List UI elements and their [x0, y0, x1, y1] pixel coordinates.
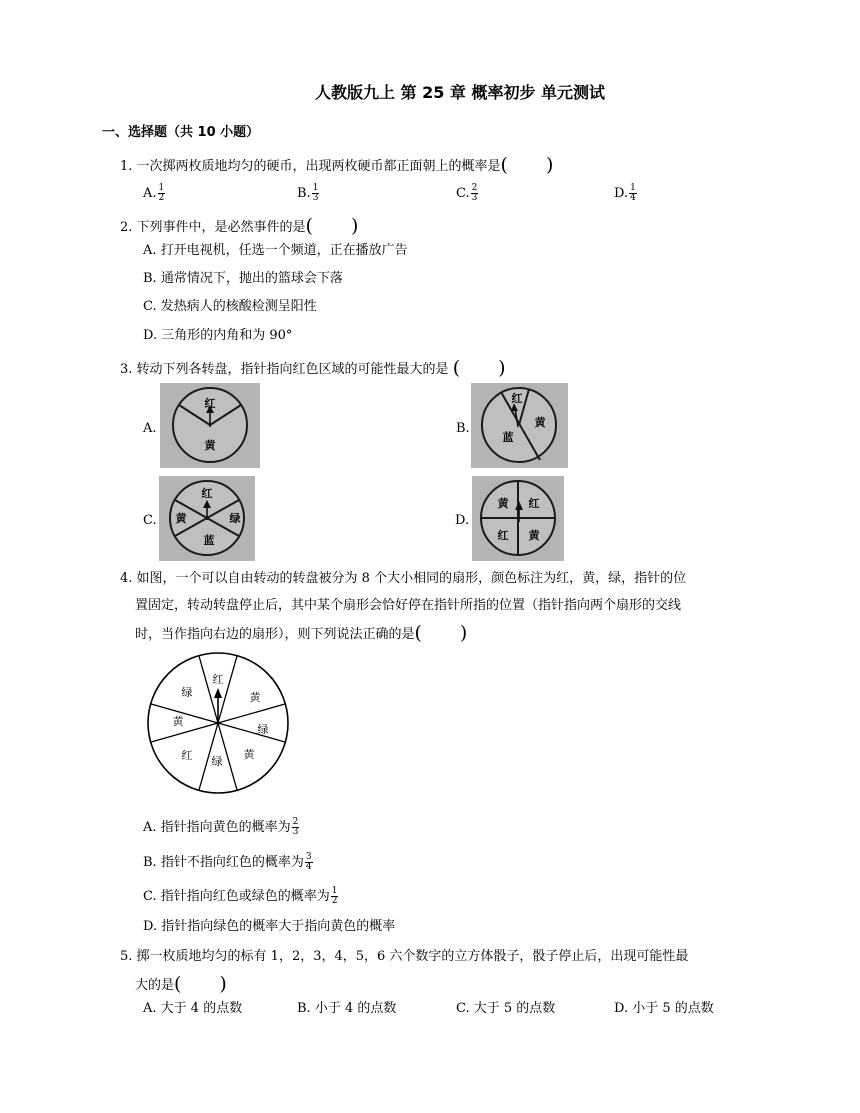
q5-option-c[interactable]: C. 大于 5 的点数 — [456, 1001, 556, 1016]
question-1-stem — [120, 155, 553, 176]
spinner-c-image — [159, 476, 255, 561]
spinner-a-image — [160, 383, 260, 468]
q3-option-b[interactable]: B. — [456, 421, 470, 436]
question-4-line-3 — [135, 623, 467, 644]
spinner-b-label-red: 红 — [511, 392, 523, 405]
fraction: $\frac{1}{2}$ — [331, 886, 338, 906]
q1-option-b[interactable] — [297, 184, 319, 203]
answer-blank: ( ) — [305, 215, 359, 237]
page-title: 人教版九上 第 25 章 概率初步 单元测试 — [314, 83, 606, 102]
wheel-sector-label: 黄 — [243, 748, 255, 761]
option-text: C. 指针指向红色或绿色的概率为 — [143, 889, 330, 904]
question-4-text: 时，当作指向右边的扇形），则下列说法正确的是 — [135, 627, 415, 642]
fraction: $\frac{1}{3}$ — [312, 183, 319, 203]
spinner-c-label-blue: 蓝 — [203, 534, 215, 547]
question-3-text: 3. 转动下列各转盘，指针指向红色区域的可能性最大的是 — [120, 362, 449, 377]
answer-blank: ( ) — [174, 973, 227, 995]
answer-blank: ( ) — [414, 622, 468, 644]
wheel-sector-label: 红 — [181, 749, 193, 762]
fraction: $\frac{1}{4}$ — [630, 183, 636, 203]
q2-option-c[interactable]: C. 发热病人的核酸检测呈阳性 — [143, 299, 317, 314]
q2-option-b[interactable]: B. 通常情况下，抛出的篮球会下落 — [143, 271, 343, 286]
spinner-c-label-yellow: 黄 — [175, 512, 187, 525]
question-3-stem — [120, 358, 506, 379]
q1-option-d[interactable] — [614, 184, 637, 203]
wheel-sector-label: 黄 — [249, 691, 261, 704]
spinner-c-label-red: 红 — [201, 487, 213, 500]
question-5-line-1: 5. 掷一枚质地均匀的标有 1，2，3，4，5，6 六个数字的立方体骰子，骰子停止后，出现可能性最 — [120, 949, 689, 964]
q4-option-c[interactable] — [143, 887, 338, 906]
question-4-line-1: 4. 如图，一个可以自由转动的转盘被分为 8 个大小相同的扇形，颜色标注为红，黄，绿，指针的位 — [120, 571, 687, 586]
option-text: A. 指针指向黄色的概率为 — [143, 820, 291, 835]
q3-option-c[interactable]: C. — [143, 513, 157, 528]
q4-option-d[interactable]: D. 指针指向绿色的概率大于指向黄色的概率 — [143, 919, 396, 934]
q5-option-d[interactable]: D. 小于 5 的点数 — [614, 1001, 714, 1016]
question-4-line-2: 置固定，转动转盘停止后，其中某个扇形会恰好停在指针所指的位置（指针指向两个扇形的交线 — [135, 598, 682, 613]
eight-sector-wheel — [145, 650, 291, 796]
spinner-c-label-green: 绿 — [229, 512, 241, 525]
spinner-d-label-tl: 黄 — [497, 497, 509, 510]
option-label: C. — [456, 186, 470, 201]
wheel-sector-label: 红 — [212, 673, 224, 686]
question-2-stem — [120, 216, 358, 237]
q5-option-a[interactable]: A. 大于 4 的点数 — [143, 1001, 243, 1016]
wheel-sector-label: 绿 — [211, 755, 223, 768]
fraction: $\frac{3}{4}$ — [305, 852, 312, 872]
q1-option-a[interactable] — [143, 184, 165, 203]
spinner-d-label-bl: 红 — [497, 529, 509, 542]
spinner-a-label-red: 红 — [204, 397, 216, 410]
option-text: B. 指针不指向红色的概率为 — [143, 855, 304, 870]
q3-option-a[interactable]: A. — [143, 421, 157, 436]
fraction: $\frac{2}{3}$ — [292, 817, 299, 837]
wheel-sector-label: 黄 — [172, 715, 184, 728]
section-heading: 一、选择题（共 10 小题） — [102, 125, 260, 140]
spinner-b-label-yellow: 黄 — [534, 416, 546, 429]
option-label: B. — [297, 186, 311, 201]
spinner-d-label-tr: 红 — [528, 497, 540, 510]
question-1-text: 1. 一次掷两枚质地均匀的硬币，出现两枚硬币都正面朝上的概率是 — [120, 159, 501, 174]
q2-option-a[interactable]: A. 打开电视机，任选一个频道，正在播放广告 — [143, 243, 408, 258]
option-label: D. — [614, 186, 629, 201]
q1-option-c[interactable] — [456, 184, 478, 203]
q4-option-a[interactable] — [143, 818, 299, 837]
question-2-text: 2. 下列事件中，是必然事件的是 — [120, 220, 306, 235]
q2-option-d[interactable]: D. 三角形的内角和为 90° — [143, 328, 293, 343]
wheel-sector-label: 绿 — [257, 723, 269, 736]
question-5-text: 大的是 — [135, 978, 175, 993]
answer-blank: ( ) — [452, 357, 506, 379]
spinner-b-label-blue: 蓝 — [502, 431, 514, 444]
answer-blank: ( ) — [500, 154, 554, 176]
spinner-b-image — [471, 383, 568, 468]
spinner-d-image — [472, 476, 564, 561]
q3-option-d[interactable]: D. — [455, 513, 470, 528]
fraction: $\frac{2}{3}$ — [471, 183, 478, 203]
wheel-sector-label: 绿 — [181, 686, 193, 699]
q4-option-b[interactable] — [143, 853, 313, 872]
option-label: A. — [143, 186, 157, 201]
spinner-d-label-br: 黄 — [528, 529, 540, 542]
spinner-a-label-yellow: 黄 — [204, 439, 216, 452]
fraction: $\frac{1}{2}$ — [158, 183, 165, 203]
q5-option-b[interactable]: B. 小于 4 的点数 — [297, 1001, 397, 1016]
question-5-line-2 — [135, 974, 227, 995]
